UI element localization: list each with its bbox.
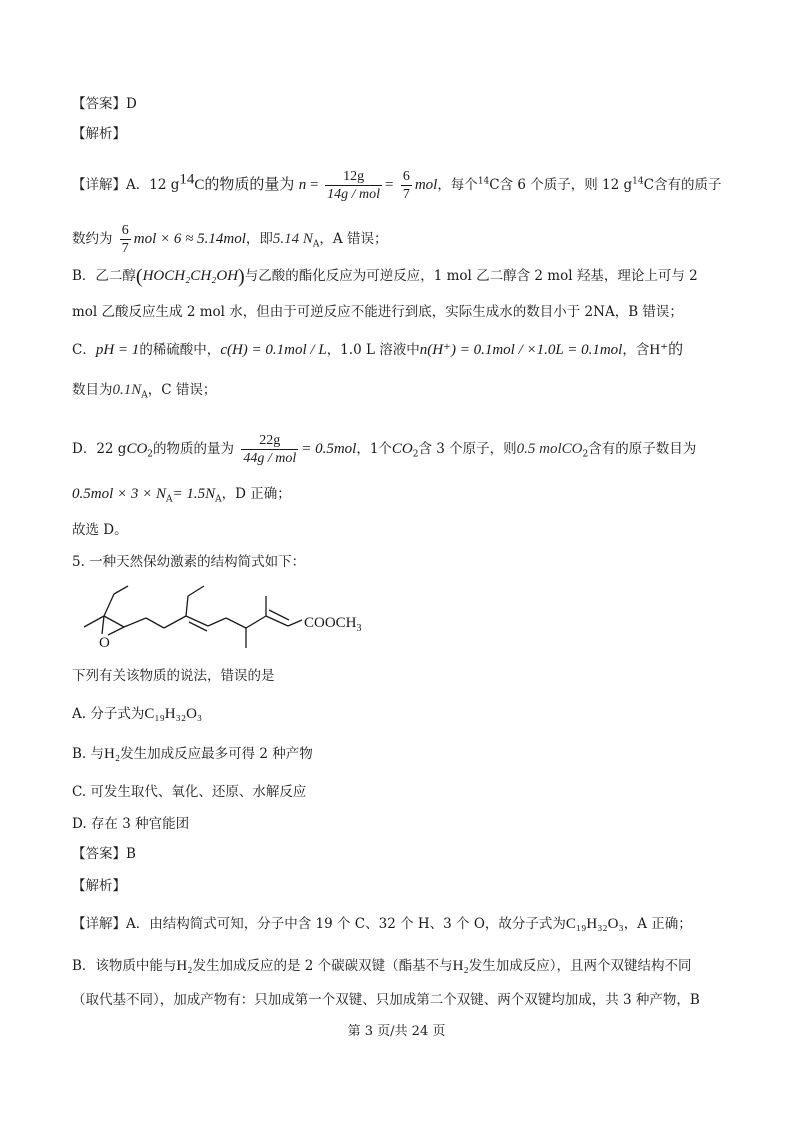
answer-tag: 【答案】 (72, 96, 126, 112)
q4-detail-D-line1: D．22 gCO$_2$的物质的量为 $\frac{22g}{\text{44g / mol}}$ = 0.5mol，1个$CO_2$含 3 个原子，则0.5 molCO$_2$含有的原子数目为 (72, 433, 697, 466)
ester-label: $COOCH_3$ (304, 615, 362, 634)
q4-detail-A-line1: 【详解】A．12 $g^{14}C$的物质的量为 n = $\frac{12g}{\text{14g / mol}}$ = $\frac{6}{7}$ mol，每个$^{14}$C含 6 个质子，则 12 $g^{14}C$含有的质子 (72, 169, 722, 202)
q5-option-A: A. 分子式为C₁₉H₃₂O₃ (72, 706, 203, 722)
bond-methyl-c1 (84, 616, 104, 627)
q5-option-B: B. 与H₂发生加成反应最多可得 2 种产物 (72, 746, 313, 762)
q5-detail-B-line2: （取代基不同），加成产物有：只加成第一个双键、只加成第二个双键、两个双键均加成，共 3 种产物，B (72, 992, 700, 1008)
fraction-6-7: $\frac{6}{7}$ (402, 169, 410, 202)
q5-stem: 5. 一种天然保幼激素的结构简式如下： (72, 554, 306, 570)
q5-answer-line: 【答案】B (72, 846, 136, 862)
fraction-22g-44g: $\frac{22g}{\text{44g / mol}}$ (243, 433, 297, 466)
q5-option-D: D. 存在 3 种官能团 (72, 816, 190, 832)
q5-detail-B-line1: B．该物质中能与H₂发生加成反应的是 2 个碳碳双键（酯基不与H₂发生加成反应），且两个双键结构不同 (72, 958, 692, 974)
detail-tag: 【详解】 (72, 177, 126, 193)
q4-answer-line (72, 94, 137, 114)
answer-value: D (126, 96, 137, 112)
q4-detail-D-line2: $0.5mol \times 3 \times N_A= 1.5N_A$，D 正确； (72, 486, 291, 505)
oxygen-label: O (99, 635, 110, 651)
q5-question: 下列有关该物质的说法，错误的是 (72, 668, 275, 684)
q4-detail-B-line1: B．乙二醇(HOCH₂CH₂OH)与乙酸的酯化反应为可逆反应，1 mol 乙二醇含 2 mol 羟基，理论上可与 2 (72, 265, 698, 288)
q4-choose: 故选 D。 (72, 522, 128, 538)
q4-analysis-tag: 【解析】 (72, 126, 126, 142)
page-footer: 第 3 页/共 24 页 (347, 1024, 446, 1039)
q5-option-C: C. 可发生取代、氧化、还原、水解反应 (72, 784, 307, 800)
q5-detail-A: 【详解】A．由结构简式可知，分子中含 19 个 C、32 个 H、3 个 O，故分子式为C₁₉H₃₂O₃，A 正确； (72, 916, 692, 932)
fraction-6-7-b: $\frac{6}{7}$ (121, 223, 129, 256)
fraction-12g-14g: $\frac{12g}{\text{14g / mol}}$ (327, 169, 381, 202)
q4-detail-B-line2: mol 乙酸反应生成 2 mol 水，但由于可逆反应不能进行到底，实际生成水的数目小于 2NA，B 错误； (72, 304, 683, 320)
q4-detail-C-line1: C．pH = 1的稀硫酸中，c(H) = 0.1mol / L，1.0 L 溶液中n(H⁺) = 0.1mol / ×1.0L = 0.1mol，含H⁺的 (72, 342, 684, 358)
juvenile-hormone-structure (76, 580, 396, 652)
q4-detail-C-line2: 数目为$0.1N_A$，C 错误； (72, 382, 217, 401)
q5-analysis-tag: 【解析】 (72, 878, 126, 894)
q4-detail-A-line2: 数约为 $\frac{6}{7}$ mol × 6 ≈ 5.14mol，即5.14 $N_A$，A 错误； (72, 223, 388, 256)
